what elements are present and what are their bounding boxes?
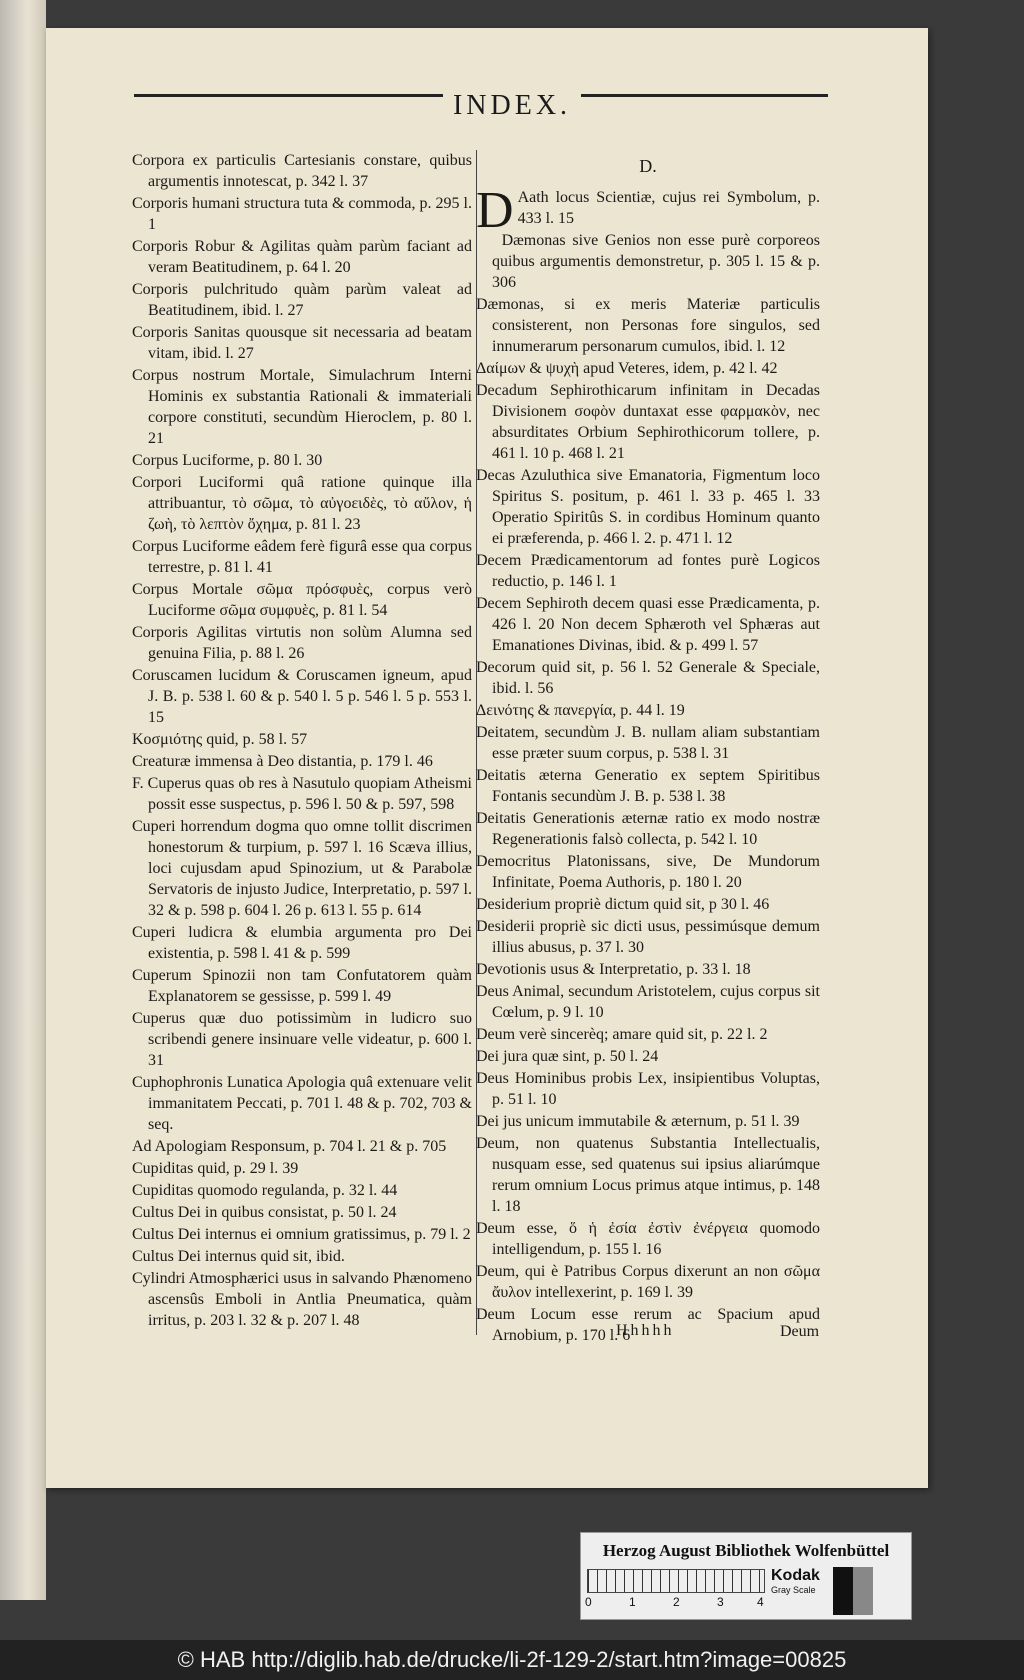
index-entry: Corpus Luciforme, p. 80 l. 30 — [132, 452, 323, 469]
index-entry: Decem Prædicamentorum ad fontes purè Logicos reductio, p. 146 l. 1 — [476, 552, 820, 590]
right-entries — [476, 230, 820, 1346]
gray-patch — [833, 1567, 873, 1615]
previous-page-edge — [0, 0, 46, 1600]
index-entry: Cuperus quæ duo potissimùm in ludicro suo scribendi genere insinuare velle videatur, p. 600 l. 31 — [132, 1010, 472, 1069]
index-entry: Decem Sephiroth decem quasi esse Prædicamenta, p. 426 l. 20 Non decem Sphæroth vel Sphæras aut Emanationes Divinas, ibid. & p. 499 l. 57 — [476, 595, 820, 654]
index-entry: Devotionis usus & Interpretatio, p. 33 l. 18 — [476, 961, 751, 978]
index-entry: Desiderium propriè dictum quid sit, p 30 l. 46 — [476, 896, 770, 913]
drop-cap: D — [476, 182, 514, 239]
scale-ruler — [587, 1569, 765, 1593]
index-entry: F. Cuperus quas ob res à Nasutulo quopiam Atheismi possit esse suspectus, p. 596 l. 50 & p. 597, 598 — [132, 775, 472, 813]
index-entry: Cuperum Spinozii non tam Confutatorem quàm Explanatorem se gessisse, p. 599 l. 49 — [132, 967, 472, 1005]
index-entry: Cylindri Atmosphærici usus in salvando Phænomeno ascensûs Emboli in Antlia Pneumatica, quàm irritus, p. 203 l. 32 & p. 207 l. 48 — [132, 1270, 473, 1329]
index-entry: Coruscamen lucidum & Coruscamen igneum, apud J. B. p. 538 l. 60 & p. 540 l. 5 p. 546 l. 5 p. 553 l. 15 — [132, 667, 472, 726]
index-entry: Dei jus unicum immutabile & æternum, p. 51 l. 39 — [476, 1113, 800, 1130]
index-entry: Corporis humani structura tuta & commoda, p. 295 l. 1 — [132, 195, 472, 233]
index-entry: Cuperi horrendum dogma quo omne tollit discrimen honestorum & turpium, p. 597 l. 16 Scæva illius, loci cujusdam apud Spinozium, ut & Parabolæ Servatoris de injusto Judice, Interpretatio, p. 597 l. 32 & p. 598 p. 604 l. 26 p. 613 l. 55 p. 614 — [132, 818, 472, 919]
index-entry: Democritus Platonissans, sive, De Mundorum Infinitate, Poema Authoris, p. 180 l. 20 — [476, 853, 820, 891]
index-entry: Corpus Luciforme eâdem ferè figurâ esse qua corpus terrestre, p. 81 l. 41 — [132, 538, 472, 576]
index-entry: Cultus Dei in quibus consistat, p. 50 l. 24 — [132, 1204, 397, 1221]
index-entry: Corporis Agilitas virtutis non solùm Alumna sed genuina Filia, p. 88 l. 26 — [132, 624, 472, 662]
index-entry: Deitatem, secundùm J. B. nullam aliam substantiam esse præter suum corpus, p. 538 l. 31 — [476, 724, 820, 762]
index-entry: Decadum Sephirothicarum infinitam in Decadas Divisionem σοφὸν duntaxat esse φαρμακὸν, nec absurditates Orbium Sephirothicorum tollere, p. 461 l. 10 p. 468 l. 21 — [476, 382, 820, 462]
scale-number: 3 — [717, 1595, 724, 1609]
index-entry: Cuphophronis Lunatica Apologia quâ extenuare velit immanitatem Peccati, p. 701 l. 48 & p. 702, 703 & seq. — [132, 1074, 472, 1133]
index-entry: Deum, qui è Patribus Corpus dixerunt an non σῶμα ἄυλον intellexerint, p. 169 l. 39 — [476, 1263, 820, 1301]
gray-scale-label: Gray Scale — [771, 1585, 816, 1595]
index-entry: Deum esse, ὅ ἡ ἐσία ἐστὶν ἐνέργεια quomodo intelligendum, p. 155 l. 16 — [476, 1220, 820, 1258]
index-entry: Cuperi ludicra & elumbia argumenta pro Dei existentia, p. 598 l. 41 & p. 599 — [132, 924, 472, 962]
index-entry: Dæmonas, si ex meris Materiæ particulis consisterent, non Personas fore singulos, sed innumerarum personarum cumulos, ibid. l. 12 — [476, 296, 820, 355]
first-entry — [476, 182, 820, 239]
index-entry: Corpus Mortale σῶμα πρόσφυὲς, corpus verò Luciforme σῶμα συμφυὲς, p. 81 l. 54 — [132, 581, 472, 619]
index-entry: Deus Hominibus probis Lex, insipientibus Voluptas, p. 51 l. 10 — [476, 1070, 820, 1108]
scale-number: 1 — [629, 1595, 636, 1609]
index-column-right — [476, 150, 820, 1347]
scale-number: 2 — [673, 1595, 680, 1609]
index-entry: Deitatis æterna Generatio ex septem Spiritibus Fontanis secundùm J. B. p. 538 l. 38 — [476, 767, 820, 805]
color-target — [580, 1532, 912, 1620]
scale-number: 4 — [757, 1595, 764, 1609]
index-entry: Corpori Luciformi quâ ratione quinque illa attribuantur, τὸ σῶμα, τὸ αὐγοειδὲς, τὸ αὔλον, ἡ ζωὴ, τὸ λεπτὸν ὄχημα, p. 81 l. 23 — [132, 474, 472, 533]
catchword: Deum — [780, 1323, 820, 1340]
index-entry: Deum Locum esse rerum ac Spacium apud Arnobium, p. 170 l. 6 — [476, 1306, 820, 1344]
index-entry: Decorum quid sit, p. 56 l. 52 Generale & Speciale, ibid. l. 56 — [476, 659, 820, 697]
index-entry: Dæmonas sive Genios non esse purè corporeos quibus argumentis demonstretur, p. 305 l. 15 & p. 306 — [492, 232, 820, 291]
index-entry: Deitatis Generationis æternæ ratio ex modo nostræ Regenerationis falsò collecta, p. 542 l. 10 — [476, 810, 820, 848]
index-entry: Δαίμων & ψυχὴ apud Veteres, idem, p. 42 l. 42 — [476, 360, 778, 377]
library-name: Herzog August Bibliothek Wolfenbüttel — [602, 1541, 890, 1560]
copyright-footer: © HAB http://diglib.hab.de/drucke/li-2f-129-2/start.htm?image=00825 — [0, 1640, 1024, 1680]
index-entry: Ad Apologiam Responsum, p. 704 l. 21 & p. 705 — [132, 1138, 447, 1155]
kodak-logo: Kodak — [771, 1567, 820, 1584]
index-entry: Κοσμιότης quid, p. 58 l. 57 — [132, 731, 308, 748]
running-head — [0, 90, 1024, 122]
index-entry: Decas Azuluthica sive Emanatoria, Figmentum loco Spiritus S. positum, p. 461 l. 33 p. 465 l. 33 Operatio Spiritûs S. in cordibus Hominum quanto ei præferenda, p. 466 l. 2. p. 471 l. 12 — [476, 467, 820, 547]
index-entry: Corpus nostrum Mortale, Simulachrum Interni Hominis ex substantia Rationali & immateriali corpore constituti, secundùm Hieroclem, p. 80 l. 21 — [132, 367, 472, 447]
index-entry: Deus Animal, secundum Aristotelem, cujus corpus sit Cœlum, p. 9 l. 10 — [476, 983, 820, 1021]
index-entry: Deum verè sincerèq; amare quid sit, p. 22 l. 2 — [476, 1026, 768, 1043]
index-entry: Deum, non quatenus Substantia Intellectualis, nusquam esse, sed quatenus sui ipsius aliarúmque rerum omnium Locus primus atque intimus, p. 148 l. 18 — [476, 1135, 820, 1215]
index-entry: Corpora ex particulis Cartesianis constare, quibus argumentis innotescat, p. 342 l. 37 — [132, 152, 472, 190]
index-column-left — [132, 150, 472, 1332]
running-head-text: INDEX. — [443, 90, 581, 121]
scale-number: 0 — [585, 1595, 592, 1609]
index-entry: Corporis pulchritudo quàm parùm valeat ad Beatitudinem, ibid. l. 27 — [132, 281, 472, 319]
index-entry: Dei jura quæ sint, p. 50 l. 24 — [476, 1048, 659, 1065]
first-entry-text: Aath locus Scientiæ, cujus rei Symbolum, p. 433 l. 15 — [517, 189, 820, 227]
index-entry: Cupiditas quid, p. 29 l. 39 — [132, 1160, 299, 1177]
index-entry: Creaturæ immensa à Deo distantia, p. 179 l. 46 — [132, 753, 433, 770]
index-entry: Cupiditas quomodo regulanda, p. 32 l. 44 — [132, 1182, 398, 1199]
signature-mark: Hhhhh — [616, 1322, 675, 1339]
index-entry: Corporis Sanitas quousque sit necessaria ad beatam vitam, ibid. l. 27 — [132, 324, 472, 362]
index-entry: Cultus Dei internus ei omnium gratissimus, p. 79 l. 2 — [132, 1226, 471, 1243]
index-entry: Desiderii propriè sic dicti usus, pessimúsque demum illius abusus, p. 37 l. 30 — [476, 918, 820, 956]
section-letter: D. — [639, 156, 657, 176]
index-entry: Δεινότης & πανεργία, p. 44 l. 19 — [476, 702, 685, 719]
index-entry: Cultus Dei internus quid sit, ibid. — [132, 1248, 345, 1265]
index-entry: Corporis Robur & Agilitas quàm parùm faciant ad veram Beatitudinem, p. 64 l. 20 — [132, 238, 472, 276]
